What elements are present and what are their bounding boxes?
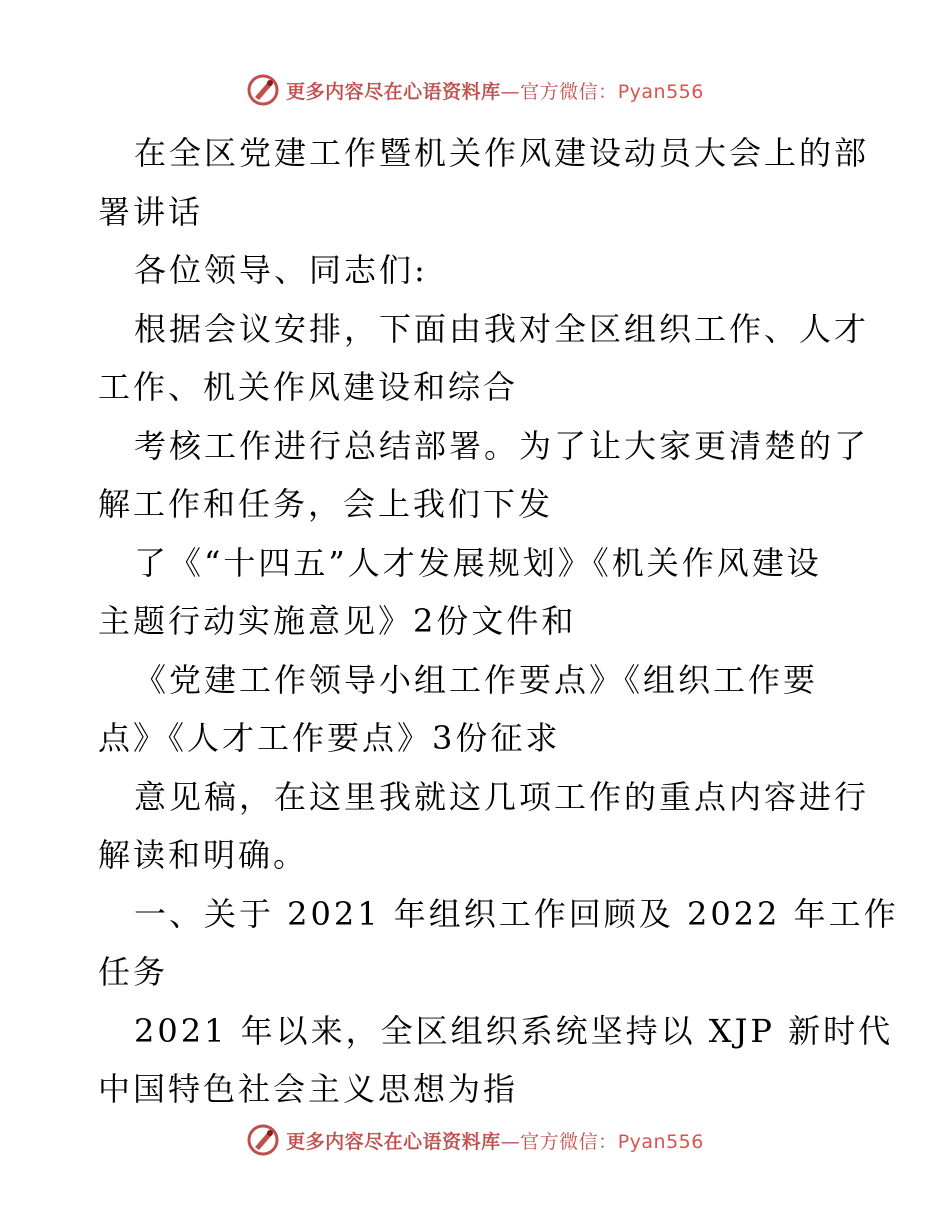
watermark-side: 官方微信： <box>520 80 618 103</box>
watermark-handle: Pyan556 <box>617 80 704 103</box>
header-watermark <box>0 70 950 110</box>
document-line: 署讲话 <box>98 192 204 231</box>
watermark-text <box>286 1127 704 1154</box>
watermark-main: 更多内容尽在心语资料库 <box>286 1130 501 1153</box>
watermark-main: 更多内容尽在心语资料库 <box>286 80 501 103</box>
document-line: 中国特色社会主义思想为指 <box>98 1070 519 1108</box>
document-line: 工作、机关作风建设和综合 <box>98 368 519 406</box>
document-line: 2021 年以来，全区组织系统坚持以 XJP 新时代 <box>134 1011 894 1050</box>
document-line: 意见稿，在这里我就这几项工作的重点内容进行 <box>134 777 870 816</box>
document-line: 主题行动实施意见》2份文件和 <box>98 602 577 640</box>
document-line: 在全区党建工作暨机关作风建设动员大会上的部 <box>134 134 870 172</box>
document-line: 一、关于 2021 年组织工作回顾及 2022 年工作 <box>134 894 899 933</box>
document-line: 考核工作进行总结部署。为了让大家更清楚的了 <box>134 426 870 465</box>
watermark-separator: — <box>500 80 521 103</box>
document-body <box>98 124 899 1119</box>
document-line: 点》《人才工作要点》3份征求 <box>98 719 561 757</box>
document-line: 根据会议安排，下面由我对全区组织工作、人才 <box>134 309 870 348</box>
document-line: 任务 <box>98 953 169 991</box>
document-line: 解工作和任务，会上我们下发 <box>98 485 554 523</box>
watermark-side: 官方微信： <box>520 1130 618 1153</box>
document-line: 各位领导、同志们: <box>134 251 428 289</box>
pen-circle-logo-icon <box>246 73 280 107</box>
watermark-separator: — <box>500 1130 521 1153</box>
watermark-text <box>286 77 704 104</box>
footer-watermark <box>0 1120 950 1160</box>
pen-circle-logo-icon <box>246 1123 280 1157</box>
document-line: 《党建工作领导小组工作要点》《组织工作要 <box>134 660 819 699</box>
document-line: 了《“十四五”人才发展规划》《机关作风建设 <box>134 543 822 582</box>
document-line: 解读和明确。 <box>98 836 309 874</box>
watermark-handle: Pyan556 <box>617 1130 704 1153</box>
